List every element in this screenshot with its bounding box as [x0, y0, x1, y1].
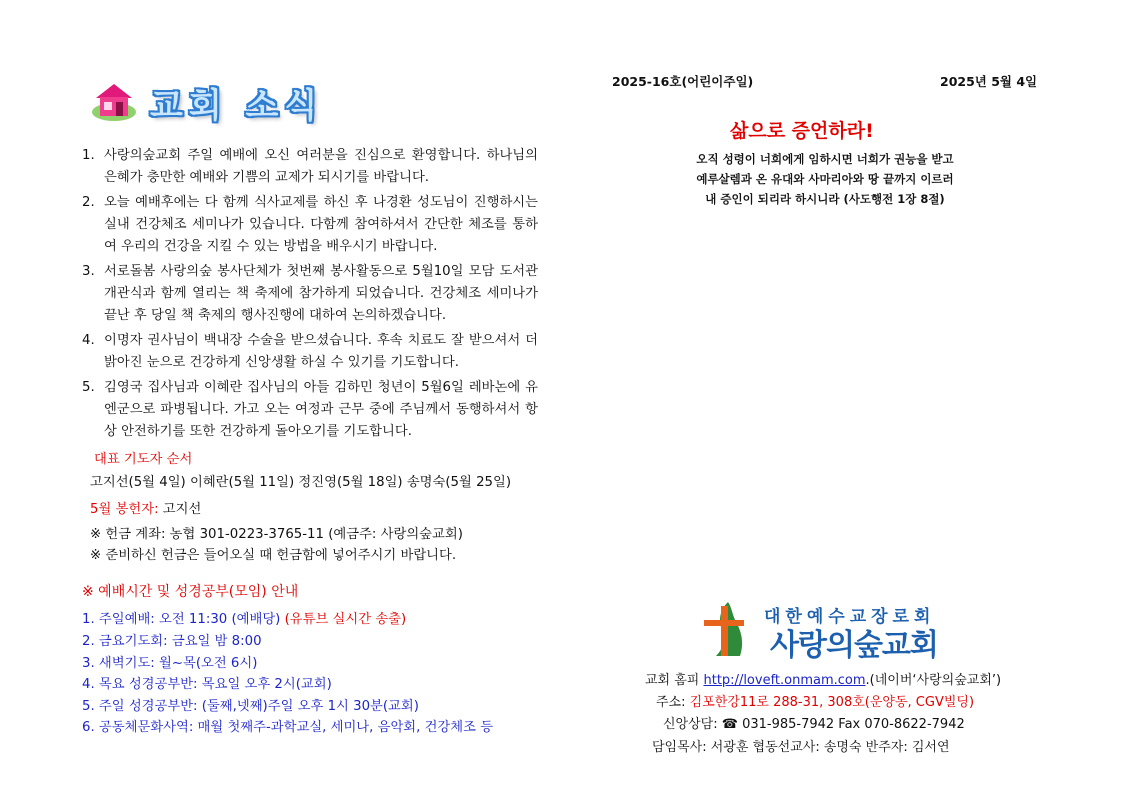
- list-item: 1. 사랑의숲교회 주일 예배에 오신 여러분을 진심으로 환영합니다. 하나님의 은혜가 충만한 예배와 기쁨의 교제가 되시기를 바랍니다.: [82, 148, 538, 185]
- house-icon: [90, 78, 138, 122]
- issue-number: 2025-16호(어린이주일): [612, 74, 754, 89]
- youtube-note: (유튜브 실시간 송출): [284, 612, 407, 627]
- list-item: 3. 서로돌봄 사랑의숲 봉사단체가 첫번째 봉사활동으로 5월10일 모담 도서관 개관식과 함께 열리는 책 축제에 참가하게 되었습니다. 건강체조 세미나가 끝난 후 당일 책 축제의 행사진행에 대하여 논의하겠습니다.: [82, 264, 538, 323]
- verse-line: 예루살렘과 온 유대와 사마리아와 땅 끝까지 이르러: [696, 172, 954, 186]
- verse-text: [640, 149, 1010, 209]
- church-name: 사랑의숲교회: [770, 628, 938, 663]
- flower-offering: [90, 498, 201, 517]
- list-item: 4. 이명자 권사님이 백내장 수술을 받으셨습니다. 후속 치료도 잘 받으셔서 더 밝아진 눈으로 건강하게 신앙생활 하실 수 있기를 기도합니다.: [82, 333, 538, 370]
- homepage-link[interactable]: http://loveft.onmam.com: [703, 673, 866, 688]
- schedule-item: 2. 금요기도회: 금요일 밤 8:00: [82, 634, 262, 649]
- schedule-item: 6. 공동체문화사역: 매월 첫째주-과학교실, 세미나, 음악회, 건강체조 등: [82, 720, 494, 735]
- prayer-schedule: 고지선(5월 4일) 이혜란(5월 11일) 정진영(5월 18일) 송명숙(5월 25일): [90, 475, 512, 490]
- verse-title: 삶으로 증언하라!: [730, 120, 874, 142]
- schedule-item: 4. 목요 성경공부반: 목요일 오후 2시(교회): [82, 677, 332, 692]
- offering-account: ※ 헌금 계좌: 농협 301-0223-3765-11 (예금주: 사랑의숲교회): [90, 527, 463, 542]
- homepage-line: 교회 홈피 http://loveft.onmam.com.(네이버‘사랑의숲교회’): [645, 673, 1002, 688]
- denomination: 대한예수교장로회: [764, 607, 936, 627]
- list-item: 5. 김영국 집사님과 이혜란 집사님의 아들 김하민 청년이 5월6일 레바논에 유엔군으로 파병됩니다. 가고 오는 여정과 근무 중에 주님께서 동행하셔서 항상 안전하기를 또한 건강하게 돌아오기를 기도합니다.: [82, 380, 538, 439]
- schedule-item: 5. 주일 성경공부반: (둘째,넷째)주일 오후 1시 30분(교회): [82, 699, 419, 714]
- offering-note: ※ 준비하신 헌금은 들어오실 때 헌금함에 넣어주시기 바랍니다.: [90, 548, 457, 563]
- list-item: 2. 오늘 예배후에는 다 함께 식사교제를 하신 후 나경환 성도님이 진행하시는 실내 건강체조 세미나가 있습니다. 다함께 참여하셔서 간단한 체조를 통하여 우리의 건강을 지킬 수 있는 방법을 배우시기 바랍니다.: [82, 195, 538, 254]
- verse-line: 내 증인이 되리라 하시니라 (사도행전 1장 8절): [705, 192, 945, 206]
- schedule-item: 3. 새벽기도: 월~목(오전 6시): [82, 656, 258, 671]
- schedule-item: 1. 주일예배: 오전 11:30 (예배당) (유튜브 실시간 송출): [82, 612, 407, 627]
- header-logo: [84, 74, 324, 126]
- verse-line: 오직 성령이 너희에게 임하시면 너희가 권능을 받고: [696, 152, 954, 166]
- phone-line: 신앙상담: ☎ 031-985-7942 Fax 070-8622-7942: [663, 717, 965, 732]
- page-title: 교회 소식: [150, 86, 324, 126]
- flower-label: 5월 봉헌자:: [90, 502, 159, 517]
- staff-line: 담임목사: 서광훈 협동선교사: 송명숙 반주자: 김서연: [652, 740, 950, 755]
- news-list: [82, 145, 538, 446]
- schedule-heading: ※ 예배시간 및 성경공부(모임) 안내: [82, 584, 299, 600]
- cross-logo-icon: [700, 600, 750, 658]
- address-line: 주소: 김포한강11로 288-31, 308호(운양동, CGV빌딩): [656, 695, 975, 710]
- issue-date: 2025년 5월 4일: [940, 74, 1038, 89]
- address: 김포한강11로 288-31, 308호(운양동, CGV빌딩): [689, 695, 975, 710]
- prayer-heading: 대표 기도자 순서: [94, 452, 193, 467]
- flower-name: 고지선: [158, 502, 202, 517]
